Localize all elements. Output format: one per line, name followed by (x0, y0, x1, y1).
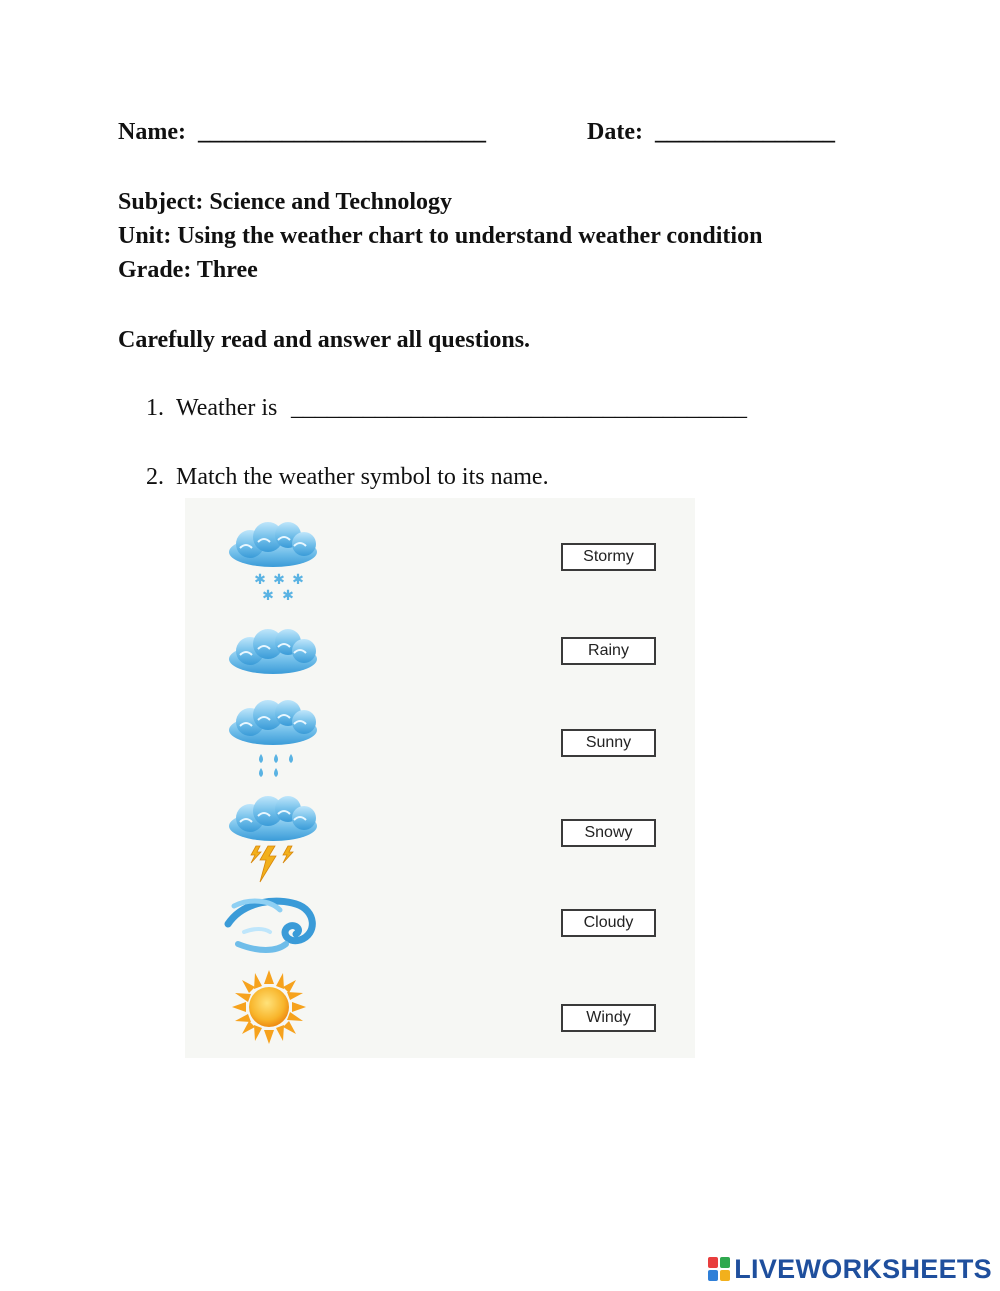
wind-icon (224, 894, 320, 956)
rain-cloud-icon (228, 700, 320, 782)
name-label: Name: (118, 119, 186, 145)
name-blank[interactable]: ________________________ (198, 119, 486, 145)
instructions: Carefully read and answer all questions. (118, 327, 531, 353)
grade-line: Grade: Three (118, 257, 258, 283)
question-2-number: 2. (146, 464, 164, 490)
svg-text:✱: ✱ (262, 588, 274, 604)
question-1-answer-blank[interactable]: ______________________________________ (291, 395, 747, 421)
unit-line: Unit: Using the weather chart to understand weather condition (118, 223, 763, 249)
svg-text:✱: ✱ (282, 588, 294, 604)
svg-text:✱: ✱ (292, 572, 304, 588)
cloud-icon (228, 624, 320, 684)
question-1-text: Weather is (176, 395, 278, 421)
liveworksheets-icon (708, 1257, 730, 1281)
subject-line: Subject: Science and Technology (118, 189, 453, 215)
sun-icon (230, 968, 308, 1046)
label-stormy[interactable]: Stormy (561, 543, 656, 571)
label-snowy[interactable]: Snowy (561, 819, 656, 847)
date-blank[interactable]: _______________ (655, 119, 835, 145)
question-2-text: Match the weather symbol to its name. (176, 464, 549, 490)
date-label: Date: (587, 119, 643, 145)
question-1-number: 1. (146, 395, 164, 421)
label-windy[interactable]: Windy (561, 1004, 656, 1032)
svg-text:✱: ✱ (273, 572, 285, 588)
label-rainy[interactable]: Rainy (561, 637, 656, 665)
snow-cloud-icon (228, 522, 320, 604)
label-sunny[interactable]: Sunny (561, 729, 656, 757)
storm-cloud-icon (228, 796, 320, 886)
label-cloudy[interactable]: Cloudy (561, 909, 656, 937)
liveworksheets-logo (708, 1253, 992, 1285)
svg-text:✱: ✱ (254, 572, 266, 588)
liveworksheets-text: LIVEWORKSHEETS (734, 1253, 992, 1284)
